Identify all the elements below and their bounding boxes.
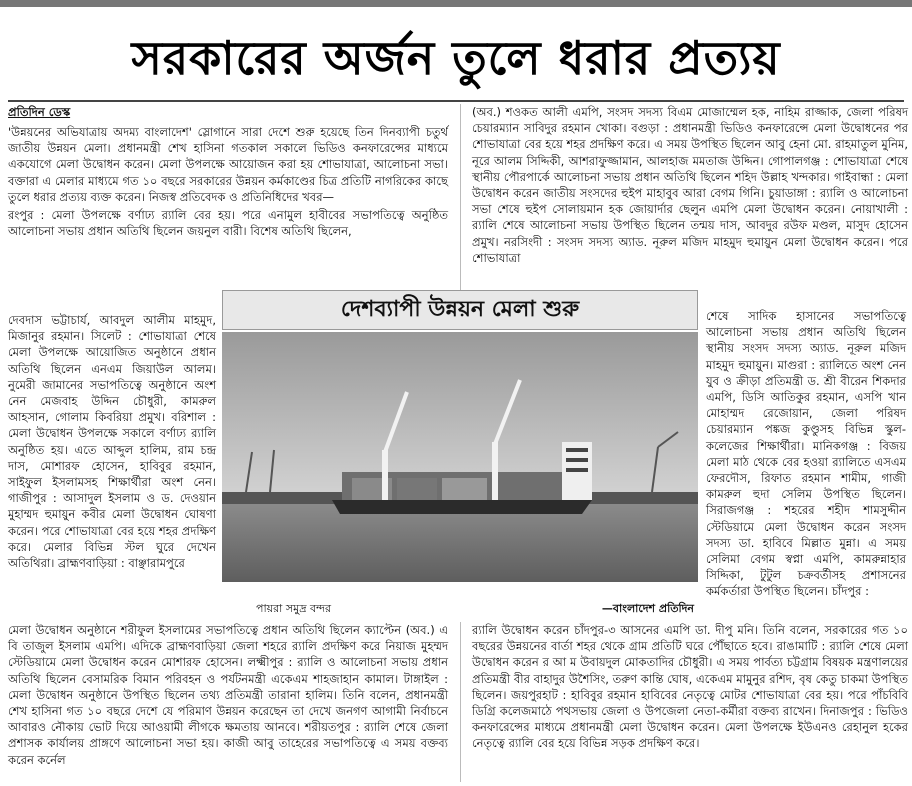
photo-title: দেশব্যাপী উন্নয়ন মেলা শুরু	[222, 290, 698, 330]
byline: প্রতিদিন ডেস্ক	[8, 105, 71, 119]
intro-paragraph: 'উন্নয়নের অভিযাত্রায় অদম্য বাংলাদেশ' স্লোগানে সারা দেশে শুরু হয়েছে তিন দিনব্যাপী চতুর্থ জাতীয় উন্নয়ন মেলা। প্রধানমন্ত্রী শেখ হাসিনা গতকাল সকালে ভিডিও কনফারেন্সের মাধ্যমে একযোগে মেলা উদ্বোধন করেন। মেলা উপলক্ষে আয়োজন করা হয় শোভাযাত্রা, আলোচনা সভা। বক্তারা এ মেলার মাধ্যমে গত ১০ বছরে সরকারের উন্নয়ন কর্মকাণ্ডের চিত্র প্রতিটি নাগরিকের কাছে তুলে ধরার প্রত্যয় ব্যক্ত করেন। নিজস্ব প্রতিবেদক ও প্রতিনিধিদের খবর—	[8, 125, 448, 204]
left-narrow-paragraph: দেবদাস ভট্টাচার্য, আবদুল আলীম মাহমুদ, মিজানুর রহমান। সিলেট : শোভাযাত্রা শেষে মেলা উপলক্ষে আয়োজিত অনুষ্ঠানে প্রধান অতিথি ছিলেন এনএম জিয়াউল আলম। নুমেরী জামানের সভাপতিত্বে অনুষ্ঠানে অংশ নেন মেজবাহ উদ্দিন চৌধুরী, কামরুল আহসান, গোলাম কিবরিয়া প্রমুখ। বরিশাল : মেলা উদ্বোধন উপলক্ষে সকালে বর্ণাঢ্য র‌্যালি অনুষ্ঠিত হয়। এতে আব্দুল হালিম, রাম চন্দ্র দাস, মোশারফ হোসেন, হাবিবুর রহমান, সাইফুল ইসলামসহ শিক্ষার্থীরা অংশ নেন। গাজীপুর : আসাদুল ইসলাম ও ড. দেওয়ান মুহাম্মদ হুমায়ুন কবীর মেলা উদ্বোধন ঘোষণা করেন। পরে শোভাযাত্রা বের হয়ে শহর প্রদক্ষিণ করে। মেলার বিভিন্ন স্টল ঘুরে দেখেন অতিথিরা। ব্রাহ্মণবাড়িয়া : বাঞ্ছারামপুরে	[8, 313, 216, 571]
photo-box	[222, 290, 698, 620]
right-column-top	[472, 104, 908, 266]
left-narrow-column	[8, 312, 216, 571]
port-photo	[222, 332, 698, 582]
right-column-bottom	[472, 622, 908, 752]
left-column-top	[8, 104, 448, 239]
right-narrow-column	[706, 308, 906, 600]
photo-caption: পায়রা সমুদ্র বন্দর	[256, 602, 332, 615]
column-divider	[460, 104, 461, 290]
left-bottom-paragraph: মেলা উদ্বোধন অনুষ্ঠানে শরীফুল ইসলামের সভাপতিত্বে প্রধান অতিথি ছিলেন ক্যাপ্টেন (অব.) এ বি তাজুল ইসলাম এমপি। এদিকে ব্রাহ্মণবাড়িয়া জেলা শহরে র‌্যালি প্রদক্ষিণ করে নিয়াজ মুহম্মদ স্টেডিয়ামে মেলা উদ্বোধন করেন মোশারফ হোসেন। লক্ষ্মীপুর : র‌্যালি ও আলোচনা সভায় প্রধান অতিথি ছিলেন বেসামরিক বিমান পরিবহন ও পর্যটনমন্ত্রী একেএম শাহজাহান কামাল। টাঙ্গাইল : মেলা উদ্বোধন অনুষ্ঠানে উপস্থিত ছিলেন তথ্য প্রতিমন্ত্রী তারানা হালিম। তিনি বলেন, প্রধানমন্ত্রী শেখ হাসিনা গত ১০ বছরে দেশে যে পরিমাণ উন্নয়ন করেছেন তা দেখে জনগণ আগামী নির্বাচনে আবারও নৌকায় ভোট দিয়ে আওয়ামী লীগকে ক্ষমতায় আনবে। শরীয়তপুর : র‌্যালি শেষে জেলা প্রশাসক কার্যালয় প্রাঙ্গণে আলোচনা সভা হয়। কাজী আবু তাহেরের সভাপতিত্বে এ সময় বক্তব্য করেন কর্নেল	[8, 623, 448, 767]
right-bottom-paragraph: র‌্যালি উদ্বোধন করেন চাঁদপুর-৩ আসনের এমপি ডা. দীপু মনি। তিনি বলেন, সরকারের গত ১০ বছরের উন্নয়নের বার্তা শহর থেকে গ্রাম প্রতিটি ঘরে পৌঁছাতে হবে। রাঙামাটি : র‌্যালি শেষে মেলা উদ্বোধন করেন র আ ম উবায়দুল মোকতাদির চৌধুরী। এ সময় পার্বত্য চট্টগ্রাম বিষয়ক মন্ত্রণালয়ের প্রতিমন্ত্রী বীর বাহাদুর উশৈসিং, তরুণ কান্তি ঘোষ, একেএম মামুনুর রশিদ, বৃষ কেতু চাকমা উপস্থিত ছিলেন। জয়পুরহাট : হাবিবুর রহমান হাবিবের নেতৃত্বে মোটর শোভাযাত্রা বের হয়। পরে পাঁচবিবি ডিগ্রি কলেজমাঠে পথসভায় জেলা ও উপজেলা নেতা-কর্মীরা বক্তব্য রাখেন। দিনাজপুর : ভিডিও কনফারেন্সের মাধ্যমে প্রধানমন্ত্রী মেলা উদ্বোধন করেন। মেলা উপলক্ষে ইউএনও রেহানুল হকের নেতৃত্বে র‌্যালি বের হয়ে বিভিন্ন সড়ক প্রদক্ষিণ করে।	[472, 623, 908, 751]
left-column-bottom	[8, 622, 448, 768]
headline: সরকারের অর্জন তুলে ধরার প্রত্যয়	[131, 31, 781, 85]
top-bar	[0, 0, 912, 7]
photo-credit: —বাংলাদেশ প্রতিদিন	[601, 602, 694, 615]
headline-rule	[8, 100, 904, 102]
rangpur-paragraph: রংপুর : মেলা উপলক্ষে বর্ণাঢ্য র‌্যালি বের হয়। পরে এনামুল হাবীবের সভাপতিত্বে অনুষ্ঠিত আলোচনা সভায় প্রধান অতিথি ছিলেন জয়নুল বারী। বিশেষ অতিথি ছিলেন,	[8, 208, 448, 239]
column-divider-bottom	[460, 622, 461, 782]
right-narrow-paragraph: শেষে সাদিক হাসানের সভাপতিত্বে আলোচনা সভায় প্রধান অতিথি ছিলেন স্থানীয় সংসদ সদস্য অ্যাড. নূরুল মজিদ মাহমুদ হুমায়ুন। মাগুরা : র‌্যালিতে অংশ নেন যুব ও ক্রীড়া প্রতিমন্ত্রী ড. শ্রী বীরেন শিকদার এমপি, ডিসি আতিকুর রহমান, এসপি খান মোহাম্মদ রেজোয়ান, জেলা পরিষদ চেয়ারম্যান পঙ্কজ কুণ্ডুসহ বিভিন্ন স্কুল-কলেজের শিক্ষার্থীরা। মানিকগঞ্জ : বিজয় মেলা মাঠ থেকে বের হওয়া র‌্যালিতে এসএম ফেরদৌস, রিফাত রহমান শামীম, গাজী কামরুল হুদা সেলিম উপস্থিত ছিলেন। সিরাজগঞ্জ : শহরের শহীদ শামসুদ্দীন স্টেডিয়ামে মেলা উদ্বোধন করেন সংসদ সদস্য ডা. হাবিবে মিল্লাত মুন্না। এ সময় সেলিমা বেগম স্বপ্না এমপি, কামরুন্নাহার সিদ্দিকা, টুটুল চক্রবর্তীসহ প্রশাসনের কর্মকর্তারা উপস্থিত ছিলেন। চাঁদপুর :	[706, 309, 906, 599]
right-top-paragraph: (অব.) শওকত আলী এমপি, সংসদ সদস্য বিএম মোজাম্মেল হক, নাহিম রাজ্জাক, জেলা পরিষদ চেয়ারম্যান সাবিদুর রহমান খোকা। বগুড়া : প্রধানমন্ত্রী ভিডিও কনফারেন্সে মেলা উদ্বোধনের পর শোভাযাত্রা বের হয়ে শহর প্রদক্ষিণ করে। এ সময় উপস্থিত ছিলেন আবু হেনা মো. রাহমাতুল মুনিম, নূরে আলম সিদ্দিকী, আশরাফুজ্জামান, আলহাজ মমতাজ উদ্দিন। গোপালগঞ্জ : শোভাযাত্রা শেষে স্থানীয় পৌরপার্কে আলোচনা সভায় প্রধান অতিথি ছিলেন শহিদ উল্লাহ খন্দকার। গাইবান্ধা : মেলা উদ্বোধন করেন জাতীয় সংসদের হুইপ মাহাবুব আরা বেগম গিনি। চুয়াডাঙ্গা : র‌্যালি ও আলোচনা সভা শেষে হুইপ সোলায়মান হক জোয়ার্দার ছেলুন এমপি মেলা উদ্বোধন করেন। নোয়াখালী : র‌্যালি শেষে আলোচনা সভায় উপস্থিত ছিলেন তন্ময় দাস, আবদুর রউফ মণ্ডল, মাসুদ হোসেন প্রমুখ। নরসিংদী : সংসদ সদস্য অ্যাড. নূরুল মজিদ মাহমুদ হুমায়ুন মেলা উদ্বোধন করেন। পরে শোভাযাত্রা	[472, 105, 908, 265]
